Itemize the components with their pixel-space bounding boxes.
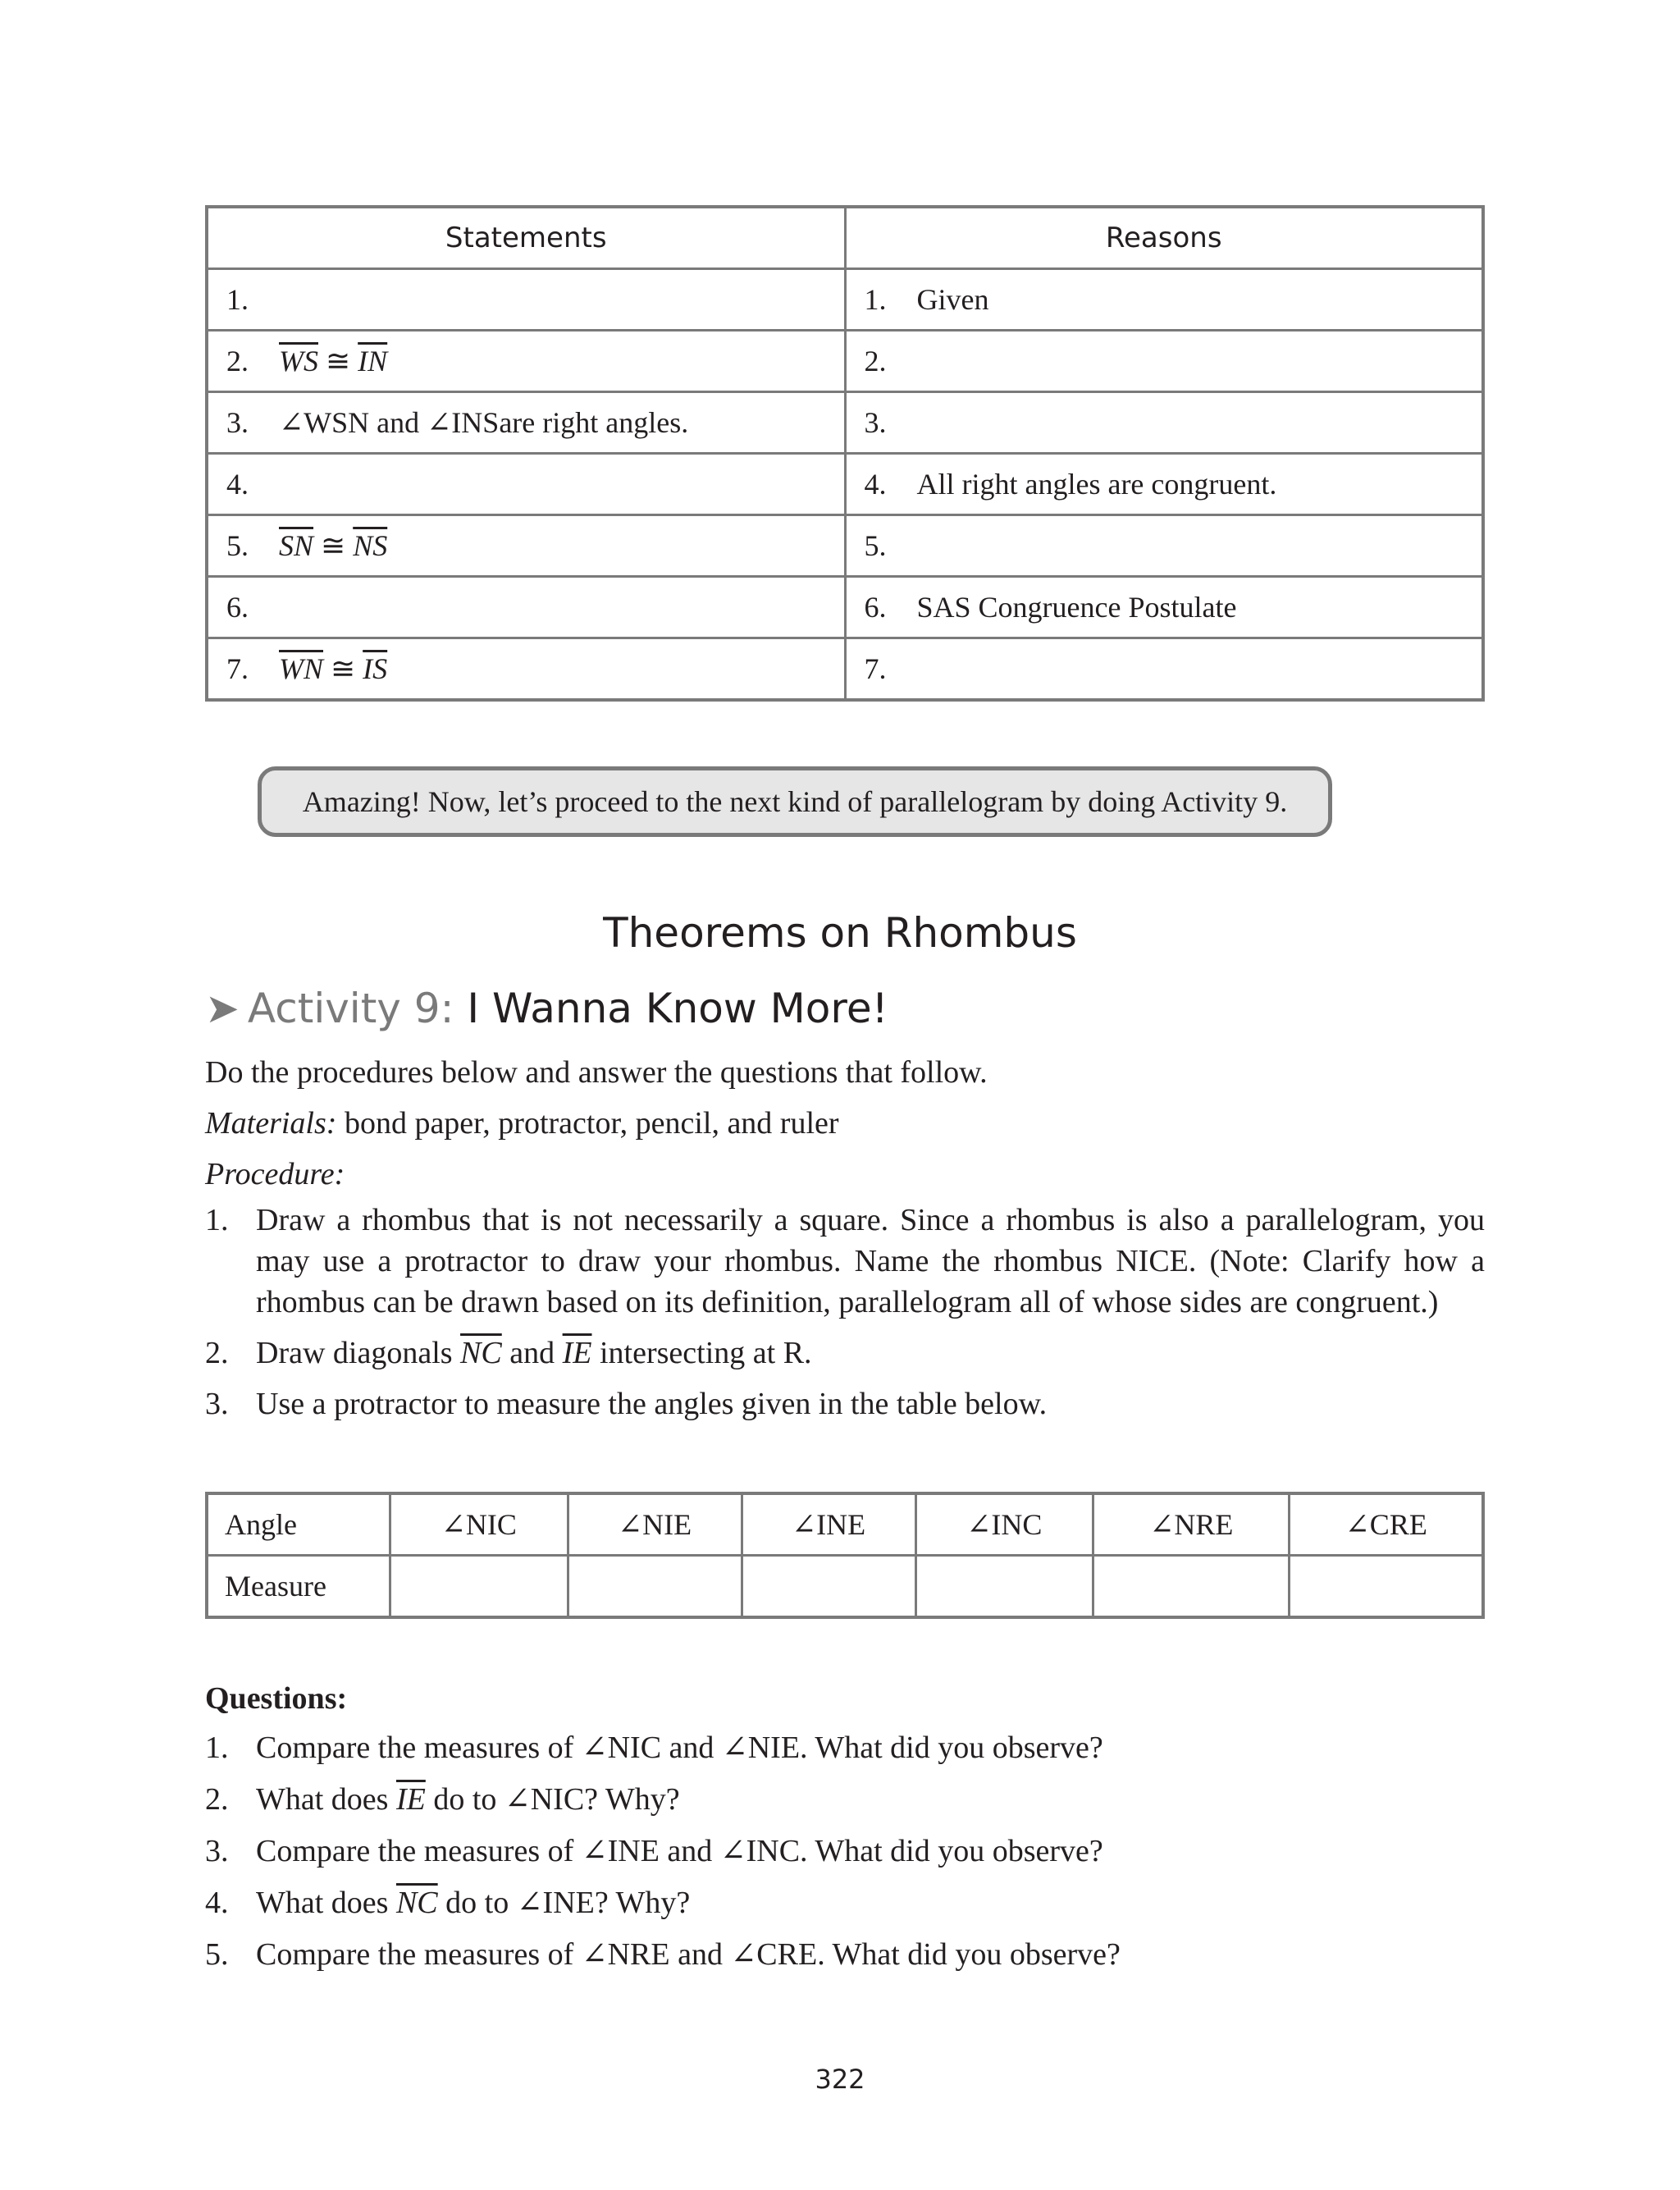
list-item: 2. What does $\overline{IE}$ do to ∠NIC? Why? bbox=[205, 1782, 680, 1817]
list-item: 2. Draw diagonals $\overline{NC}$ and $\overline{IE}$ intersecting at R. bbox=[205, 1336, 812, 1370]
reason-cell: 3. bbox=[845, 392, 1483, 454]
angle-row bbox=[207, 1493, 1483, 1556]
statement-cell: 1. bbox=[207, 269, 845, 331]
proof-row bbox=[207, 577, 1483, 638]
questions-heading: Questions: bbox=[205, 1681, 348, 1716]
procedure-list bbox=[205, 1200, 1485, 1434]
reason-cell: 7. bbox=[845, 638, 1483, 701]
callout-text: Amazing! Now, let’s proceed to the next kind of parallelogram by doing Activity 9. bbox=[302, 785, 1288, 818]
segment-nc: $\overline{NC}$ bbox=[460, 1336, 502, 1370]
segment-nc: $\overline{NC}$ bbox=[395, 1886, 438, 1920]
reasons-header: Reasons bbox=[845, 207, 1483, 269]
proof-row bbox=[207, 269, 1483, 331]
list-item: 3. Compare the measures of ∠INE and ∠INC. What did you observe? bbox=[205, 1834, 1103, 1868]
reason-cell: 1. Given bbox=[845, 269, 1483, 331]
list-item: 3. Use a protractor to measure the angles given in the table below. bbox=[205, 1387, 1048, 1421]
measure-cell bbox=[742, 1556, 915, 1618]
measure-row bbox=[207, 1556, 1483, 1618]
segment-sn: $\overline{SN}$ bbox=[279, 529, 314, 562]
measure-cell bbox=[1290, 1556, 1483, 1618]
segment-is: $\overline{IS}$ bbox=[363, 652, 388, 685]
angle-measure-table bbox=[205, 1492, 1485, 1619]
angle-header-cell: ∠INE bbox=[742, 1493, 915, 1556]
angle-header-cell: ∠NRE bbox=[1093, 1493, 1290, 1556]
statement-cell: 5. $\overline{SN}$ ≅ $\overline{NS}$ bbox=[207, 515, 845, 577]
angle-header-cell: ∠CRE bbox=[1290, 1493, 1483, 1556]
list-item: 4. What does $\overline{NC}$ do to ∠INE? Why? bbox=[205, 1886, 691, 1920]
statement-cell: 3. ∠WSN and ∠INSare right angles. bbox=[207, 392, 845, 454]
list-item: 5. Compare the measures of ∠NRE and ∠CRE. What did you observe? bbox=[205, 1937, 1121, 1972]
statement-cell: 6. bbox=[207, 577, 845, 638]
activity-title: I Wanna Know More! bbox=[467, 985, 888, 1032]
activity-heading bbox=[205, 985, 888, 1032]
angle-row-label: Angle bbox=[207, 1493, 390, 1556]
reason-cell: 4. All right angles are congruent. bbox=[845, 454, 1483, 515]
proof-row bbox=[207, 515, 1483, 577]
materials-line bbox=[205, 1103, 839, 1144]
reason-cell: 5. bbox=[845, 515, 1483, 577]
reason-cell: 2. bbox=[845, 331, 1483, 392]
angle-header-cell: ∠INC bbox=[915, 1493, 1093, 1556]
materials-label: Materials: bbox=[205, 1106, 337, 1141]
statement-cell: 2. $\overline{WS}$ ≅ $\overline{IN}$ bbox=[207, 331, 845, 392]
proof-row bbox=[207, 454, 1483, 515]
procedure-label: Procedure: bbox=[205, 1157, 345, 1191]
proof-row bbox=[207, 392, 1483, 454]
measure-cell bbox=[390, 1556, 568, 1618]
segment-ie: $\overline{IE}$ bbox=[395, 1782, 426, 1817]
arrow-icon: ➤ bbox=[205, 985, 240, 1032]
activity-label: Activity 9: bbox=[247, 985, 454, 1032]
measure-cell bbox=[568, 1556, 742, 1618]
section-title: Theorems on Rhombus bbox=[603, 909, 1077, 957]
angle-header-cell: ∠NIC bbox=[390, 1493, 568, 1556]
intro-text: Do the procedures below and answer the questions that follow. bbox=[205, 1055, 988, 1090]
angle-header-cell: ∠NIE bbox=[568, 1493, 742, 1556]
list-item: 1. Draw a rhombus that is not necessarily a square. Since a rhombus is also a parallelogram, you may use a protractor to draw your rhombus. Name the rhombus NICE. (Note: Clarify how a rhombus can be drawn based on its definition, parallelogram all of whose sides are congruent.) bbox=[205, 1203, 1485, 1319]
proof-header-row bbox=[207, 207, 1483, 269]
segment-ns: $\overline{NS}$ bbox=[353, 529, 388, 562]
list-item: 1. Compare the measures of ∠NIC and ∠NIE. What did you observe? bbox=[205, 1731, 1103, 1765]
callout-box bbox=[258, 766, 1332, 837]
segment-in: $\overline{IN}$ bbox=[358, 345, 388, 377]
proof-row bbox=[207, 331, 1483, 392]
measure-cell bbox=[1093, 1556, 1290, 1618]
statements-header: Statements bbox=[207, 207, 845, 269]
reason-cell: 6. SAS Congruence Postulate bbox=[845, 577, 1483, 638]
measure-row-label: Measure bbox=[207, 1556, 390, 1618]
questions-list bbox=[205, 1727, 1485, 1986]
statement-cell: 4. bbox=[207, 454, 845, 515]
segment-ie: $\overline{IE}$ bbox=[562, 1336, 592, 1370]
segment-wn: $\overline{WN}$ bbox=[279, 652, 323, 685]
proof-row bbox=[207, 638, 1483, 701]
measure-cell bbox=[915, 1556, 1093, 1618]
page-number: 322 bbox=[815, 2064, 865, 2095]
proof-table bbox=[205, 205, 1485, 702]
segment-ws: $\overline{WS}$ bbox=[279, 345, 318, 377]
statement-cell: 7. $\overline{WN}$ ≅ $\overline{IS}$ bbox=[207, 638, 845, 701]
materials-text: bond paper, protractor, pencil, and ruler bbox=[344, 1106, 839, 1141]
